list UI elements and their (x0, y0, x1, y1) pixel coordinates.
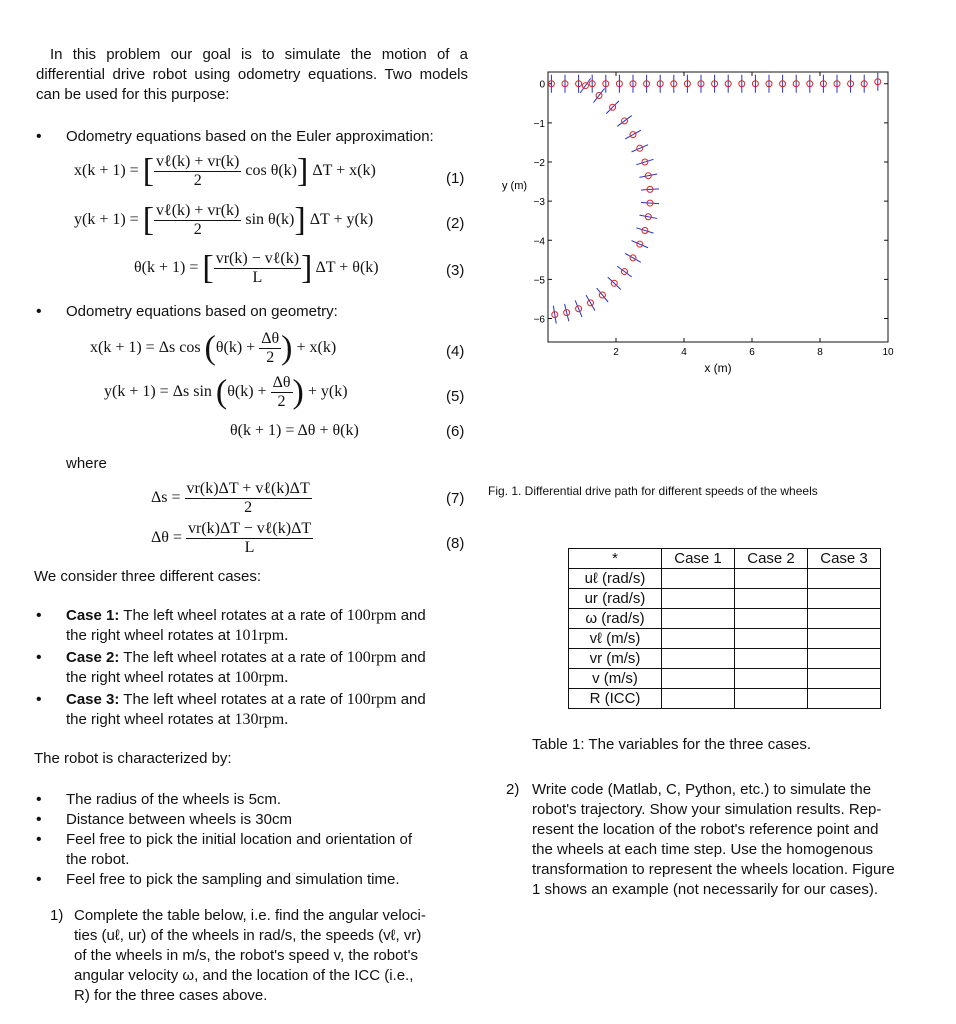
x-tick-label: 4 (681, 347, 687, 358)
table-header-cell: Case 3 (808, 549, 881, 569)
table-row (569, 649, 881, 669)
x-tick-label: 2 (613, 347, 619, 358)
equation-2: y(k + 1) = [ $\frac{\text{vℓ(k) + vr(k)}}{2}$ sin θ(k)] ΔT + y(k) (74, 201, 374, 239)
table-cell (662, 649, 735, 669)
cases-intro: We consider three different cases: (34, 568, 262, 585)
case-2-item: • Case 2: The left wheel rotates at a rate of 100rpm and the right wheel rotates at 100rpm. (36, 649, 426, 686)
table-row (569, 589, 881, 609)
intro-paragraph: In this problem our goal is to simulate the motion of a differential drive robot using odometry equations. Two models can be used for this purpose: (36, 46, 468, 103)
y-tick-label: −4 (533, 236, 545, 248)
eq-number-5: (5) (446, 388, 465, 405)
row-label: vr (m/s) (569, 649, 662, 669)
table-cell (808, 629, 881, 649)
table-row (569, 569, 881, 589)
table-row (569, 689, 881, 709)
bullet-geometry: • Odometry equations based on geometry: (36, 303, 338, 320)
equation-8: Δθ = $\frac{\text{vr(k)ΔT − vℓ(k)ΔT}}{L}$ (151, 520, 312, 556)
table-row (569, 609, 881, 629)
row-label: v (m/s) (569, 669, 662, 689)
x-axis-label: x (m) (704, 361, 732, 375)
eq-number-2: (2) (446, 215, 465, 232)
table-cell (662, 669, 735, 689)
table-row (569, 629, 881, 649)
table-cell (808, 589, 881, 609)
robot-properties: • The radius of the wheels is 5cm. • Distance between wheels is 30cm • Feel free to pick the initial location and orientation of the robot. • Feel free to pick the sampling and simulation time. (36, 791, 413, 888)
table-cell (808, 569, 881, 589)
table-cell (735, 629, 808, 649)
y-tick-label: −2 (533, 158, 545, 169)
table-cell (735, 569, 808, 589)
row-label: ur (rad/s) (569, 589, 662, 609)
equation-5: y(k + 1) = Δs sin (θ(k) + $\frac{\Delta\theta}{2}$ ) + y(k) (104, 373, 348, 411)
y-tick-label: −1 (533, 118, 545, 130)
row-label: uℓ (rad/s) (569, 569, 662, 589)
table-cell (735, 689, 808, 709)
plot-frame (548, 72, 888, 342)
table-cell (808, 609, 881, 629)
table-cell (662, 569, 735, 589)
eq-number-4: (4) (446, 343, 465, 360)
task-2: 2) Write code (Matlab, C, Python, etc.) to simulate the robot's trajectory. Show your simulation results. Rep- resent the location of the robot's reference point and the wheels at each time step. Use the homogenous transformation to represent the wheels location. Figure 1 shows an example (not necessarily for our cases). (506, 781, 895, 898)
variables-table (568, 548, 881, 709)
table-cell (808, 689, 881, 709)
task-1: 1) Complete the table below, i.e. find the angular veloci- ties (uℓ, ur) of the wheels in rad/s, the speeds (vℓ, vr) of the wheels in m/s, the robot's speed v, the robot's angular velocity ω, and the location of the ICC (i.e., R) for the three cases above. (50, 907, 426, 1004)
eq-number-8: (8) (446, 535, 465, 552)
table-cell (662, 589, 735, 609)
case-1-item: • Case 1: The left wheel rotates at a rate of 100rpm and the right wheel rotates at 101rpm. (36, 607, 426, 644)
table-row (569, 669, 881, 689)
row-label: R (ICC) (569, 689, 662, 709)
table-cell (735, 609, 808, 629)
equation-1: x(k + 1) = [ $\frac{\text{vℓ(k) + vr(k)}}{2}$ cos θ(k)] ΔT + x(k) (74, 152, 376, 190)
table-header-cell: Case 1 (662, 549, 735, 569)
eq-number-3: (3) (446, 262, 465, 279)
table-cell (735, 649, 808, 669)
x-tick-label: 8 (817, 347, 823, 358)
eq-number-7: (7) (446, 490, 465, 507)
row-label: ω (rad/s) (569, 609, 662, 629)
x-tick-label: 6 (749, 347, 755, 358)
table-cell (808, 649, 881, 669)
equation-7: Δs = $\frac{\text{vr(k)ΔT + vℓ(k)ΔT}}{2}$ (151, 480, 310, 516)
x-tick-label: 10 (882, 347, 894, 358)
table-caption: Table 1: The variables for the three cases. (532, 736, 812, 753)
case-3-item: • Case 3: The left wheel rotates at a rate of 100rpm and the right wheel rotates at 130rpm. (36, 691, 426, 728)
table-cell (662, 609, 735, 629)
equation-6: θ(k + 1) = Δθ + θ(k) (230, 422, 359, 439)
y-axis-label: y (m) (502, 180, 528, 192)
where-label: where (66, 455, 107, 472)
table-header-cell: Case 2 (735, 549, 808, 569)
y-tick-label: −3 (533, 197, 545, 209)
table-cell (735, 589, 808, 609)
table-cell (662, 629, 735, 649)
table-cell (735, 669, 808, 689)
equation-3: θ(k + 1) = [ $\frac{\text{vr(k) − vℓ(k)}}{L}$ ] ΔT + θ(k) (134, 249, 379, 287)
table-cell (808, 669, 881, 689)
figure-caption: Fig. 1. Differential drive path for different speeds of the wheels (488, 484, 818, 498)
row-label: vℓ (m/s) (569, 629, 662, 649)
trajectory-chart (500, 60, 900, 390)
table-cell (662, 689, 735, 709)
bullet-euler: • Odometry equations based on the Euler approximation: (36, 128, 434, 145)
robot-intro: The robot is characterized by: (34, 750, 232, 767)
table-header-row (569, 549, 881, 569)
y-tick-label: −5 (533, 275, 545, 287)
eq-number-6: (6) (446, 423, 465, 440)
equation-4: x(k + 1) = Δs cos (θ(k) + $\frac{\Delta\theta}{2}$ ) + x(k) (90, 329, 337, 367)
table-header-cell: * (569, 549, 662, 569)
eq-number-1: (1) (446, 170, 465, 187)
y-tick-label: −6 (533, 314, 545, 326)
y-tick-label: 0 (539, 79, 545, 91)
